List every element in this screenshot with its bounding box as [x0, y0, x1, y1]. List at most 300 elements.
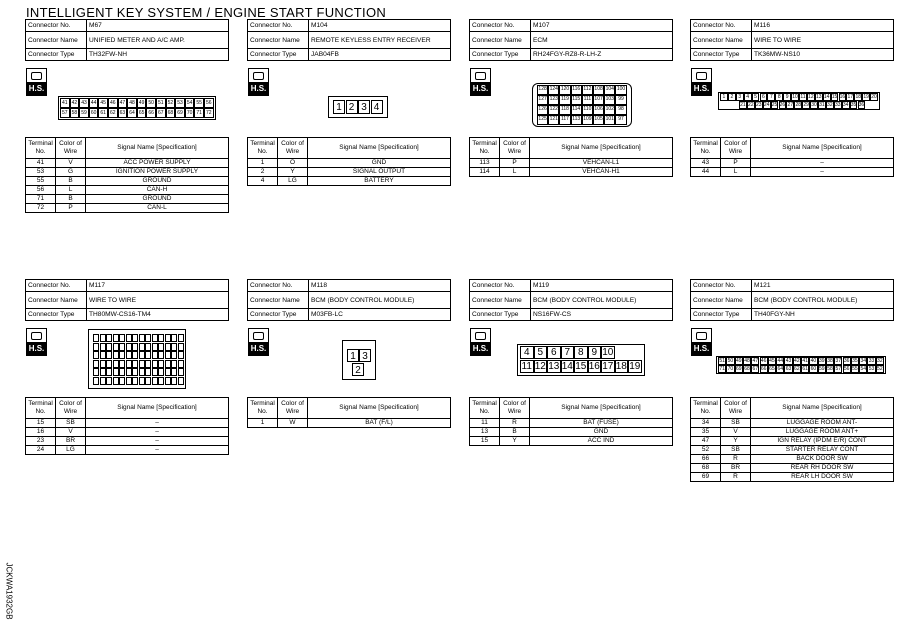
wire-color: Y — [278, 168, 308, 177]
pin-cell: 110 — [582, 105, 593, 115]
terminal-number: 53 — [26, 168, 56, 177]
wire-color: O — [278, 159, 308, 168]
wire-color: SB — [56, 419, 86, 428]
pin-cell: 56 — [204, 98, 214, 108]
pin-cell: 51 — [719, 358, 725, 364]
terminal-number: 66 — [691, 455, 721, 464]
pin-cell: 6 — [760, 93, 768, 101]
info-label: Connector Type — [26, 49, 87, 61]
pin-cell: 4 — [744, 93, 752, 101]
pin-cell: 27 — [787, 102, 794, 108]
pin-cell: 41 — [802, 358, 808, 364]
pin-cell: 40 — [810, 358, 817, 364]
info-label: Connector Name — [691, 32, 752, 49]
pin-cell: 15 — [831, 94, 838, 100]
info-label: Connector Name — [248, 32, 309, 49]
pin-cell: 32 — [877, 358, 883, 364]
pin-cell: 8 — [574, 346, 588, 359]
signal-name: IGN RELAY (IPDM E/R) CONT — [751, 437, 894, 446]
pin-cell: 22 — [748, 102, 754, 108]
pin-cell: 66 — [760, 366, 767, 372]
wire-color: B — [56, 195, 86, 204]
pin-cell: 34 — [860, 358, 867, 364]
pin-cell: 103 — [604, 95, 615, 105]
pin-cell: 3 — [736, 93, 744, 101]
terminal-signal-table — [247, 137, 451, 186]
connector-name: UNIFIED METER AND A/C AMP. — [87, 32, 229, 49]
pin-cell: 101 — [604, 115, 615, 125]
info-label: Connector Type — [26, 309, 87, 321]
pin-cell: 51 — [156, 98, 166, 108]
connector-type: JAB04FB — [309, 49, 451, 61]
table-row — [26, 428, 229, 437]
terminal-number: 35 — [691, 428, 721, 437]
terminal-number: 2 — [248, 168, 278, 177]
connector-type: TH40FGY-NH — [752, 309, 894, 321]
pin-cell: 36 — [843, 358, 850, 364]
pin-cell: 62 — [794, 366, 800, 372]
pin-cell: 64 — [777, 366, 784, 372]
pin-cell: 1 — [333, 100, 345, 114]
pin-cell: 69 — [175, 108, 185, 118]
signal-name: GND — [530, 428, 673, 437]
wire-color-header: Color of Wire — [278, 398, 308, 419]
connector-info-table — [247, 279, 451, 321]
terminal-signal-table — [25, 397, 229, 455]
pin-cell: 54 — [860, 366, 867, 372]
signal-name: GND — [308, 159, 451, 168]
pin-cell: 54 — [185, 98, 195, 108]
pin-cell: 6 — [547, 346, 561, 359]
pin-cell: 9 — [783, 93, 791, 101]
info-label: Connector Type — [248, 49, 309, 61]
pin-cell: 100 — [615, 85, 626, 95]
pin-cell: 114 — [571, 105, 582, 115]
pin-cell: 128 — [537, 85, 548, 95]
pin-cell: 112 — [582, 85, 593, 95]
terminal-signal-table — [690, 397, 894, 482]
table-row — [248, 419, 451, 428]
pin-cell: 18 — [615, 361, 627, 372]
connector-type: TH32FW-NH — [87, 49, 229, 61]
wire-color: L — [500, 168, 530, 177]
pin-cell: 11 — [800, 94, 806, 100]
connector-name: REMOTE KEYLESS ENTRY RECEIVER — [309, 32, 451, 49]
table-row — [26, 419, 229, 428]
info-label: Connector Type — [470, 309, 531, 321]
info-label: Connector Name — [26, 32, 87, 49]
wire-color-header: Color of Wire — [278, 138, 308, 159]
signal-name-header: Signal Name [Specification] — [86, 138, 229, 159]
pin-cell: 36 — [858, 102, 865, 108]
pin-cell: 71 — [194, 108, 204, 118]
info-label: Connector No. — [248, 280, 309, 292]
pin-cell: 16 — [588, 361, 600, 372]
pin-cell: 14 — [823, 94, 830, 100]
pin-cell: 47 — [118, 98, 128, 108]
pin-cell: 107 — [593, 95, 604, 105]
pin-cell: 10 — [602, 347, 614, 358]
pin-cell: 33 — [868, 358, 875, 364]
harness-side-icon: H.S. — [248, 68, 269, 96]
wire-color: R — [500, 419, 530, 428]
pin-cell: 33 — [834, 102, 841, 108]
signal-name: – — [751, 159, 894, 168]
terminal-number: 52 — [691, 446, 721, 455]
connector-name: BCM (BODY CONTROL MODULE) — [752, 292, 894, 309]
pin-cell: 20 — [871, 94, 877, 100]
terminal-number: 55 — [26, 177, 56, 186]
pin-cell: 104 — [604, 85, 615, 95]
signal-name: GROUND — [86, 177, 229, 186]
pin-cell: 99 — [615, 95, 626, 105]
pin-cell: 19 — [629, 361, 641, 372]
pin-cell: 3 — [359, 349, 371, 362]
pin-cell: 1 — [720, 93, 728, 101]
pin-cell: 3 — [358, 100, 370, 114]
terminal-number: 44 — [691, 168, 721, 177]
pin-cell: 70 — [727, 366, 734, 372]
info-label: Connector Name — [248, 292, 309, 309]
pin-cell: 58 — [70, 108, 80, 118]
info-label: Connector No. — [26, 20, 87, 32]
wire-color-header: Color of Wire — [721, 138, 751, 159]
connector-face-m67 — [58, 96, 216, 120]
pin-cell: 4 — [520, 346, 534, 359]
terminal-number: 16 — [26, 428, 56, 437]
connector-name: BCM (BODY CONTROL MODULE) — [531, 292, 673, 309]
pin-cell: 60 — [89, 108, 99, 118]
pin-cell: 59 — [79, 108, 89, 118]
signal-name: BAT (FUSE) — [530, 419, 673, 428]
table-row — [26, 168, 229, 177]
pin-cell: 55 — [194, 98, 204, 108]
connector-info-table — [469, 19, 673, 61]
info-label: Connector Type — [248, 309, 309, 321]
info-label: Connector No. — [248, 20, 309, 32]
wire-color: BR — [721, 464, 751, 473]
pin-cell: 106 — [593, 105, 604, 115]
table-row — [470, 168, 673, 177]
wire-color: SB — [721, 446, 751, 455]
wire-color: B — [56, 177, 86, 186]
table-row — [26, 177, 229, 186]
pin-cell: 69 — [735, 366, 742, 372]
pin-cell: 48 — [127, 98, 137, 108]
signal-name: – — [751, 168, 894, 177]
pin-cell: 44 — [777, 358, 784, 364]
pin-cell: 125 — [537, 115, 548, 125]
table-row — [691, 428, 894, 437]
pin-cell: 43 — [79, 98, 89, 108]
wire-color: V — [56, 159, 86, 168]
pin-cell: 115 — [571, 95, 582, 105]
page-title: INTELLIGENT KEY SYSTEM / ENGINE START FUNCTION — [26, 5, 387, 20]
pin-cell: 55 — [852, 366, 858, 372]
signal-name-header: Signal Name [Specification] — [530, 138, 673, 159]
terminal-no-header: Terminal No. — [248, 398, 278, 419]
pin-cell: 8 — [775, 93, 783, 101]
pin-cell: 7 — [561, 346, 575, 359]
pin-cell: 13 — [815, 94, 822, 100]
connector-type: M03FB-LC — [309, 309, 451, 321]
pin-cell: 41 — [60, 98, 70, 108]
table-row — [691, 455, 894, 464]
pin-cell: 72 — [204, 108, 214, 118]
wire-color: P — [721, 159, 751, 168]
signal-name-header: Signal Name [Specification] — [751, 398, 894, 419]
connector-info-table — [247, 19, 451, 61]
table-row — [691, 464, 894, 473]
table-row — [691, 473, 894, 482]
terminal-no-header: Terminal No. — [470, 138, 500, 159]
connector-number: M121 — [752, 280, 894, 292]
signal-name: – — [86, 428, 229, 437]
info-label: Connector Name — [470, 292, 531, 309]
connector-name: WIRE TO WIRE — [752, 32, 894, 49]
pin-cell: 57 — [60, 108, 70, 118]
pin-cell: 38 — [827, 358, 833, 364]
signal-name: SIGNAL OUTPUT — [308, 168, 451, 177]
pin-cell: 17 — [847, 94, 854, 100]
pin-cell: 5 — [534, 346, 548, 359]
pin-cell: 108 — [593, 85, 604, 95]
terminal-number: 4 — [248, 177, 278, 186]
connector-number: M116 — [752, 20, 894, 32]
pin-cell: 63 — [785, 366, 792, 372]
connector-type: NS16FW-CS — [531, 309, 673, 321]
terminal-no-header: Terminal No. — [691, 138, 721, 159]
terminal-number: 1 — [248, 159, 278, 168]
signal-name: REAR LH DOOR SW — [751, 473, 894, 482]
info-label: Connector Type — [470, 49, 531, 61]
pin-cell: 63 — [118, 108, 128, 118]
pin-cell: 122 — [548, 105, 559, 115]
pin-cell: 61 — [802, 366, 808, 372]
table-row — [691, 168, 894, 177]
wire-color: BR — [56, 437, 86, 446]
connector-face-m104 — [328, 96, 388, 118]
terminal-number: 71 — [26, 195, 56, 204]
pin-cell: 26 — [779, 102, 786, 108]
pin-cell: 65 — [769, 366, 775, 372]
pin-cell: 12 — [534, 361, 546, 372]
terminal-number: 113 — [470, 159, 500, 168]
signal-name: STARTER RELAY CONT — [751, 446, 894, 455]
signal-name-header: Signal Name [Specification] — [86, 398, 229, 419]
pin-cell: 45 — [769, 358, 775, 364]
harness-side-icon: H.S. — [691, 328, 712, 356]
pin-cell: 119 — [559, 95, 570, 105]
terminal-no-header: Terminal No. — [26, 398, 56, 419]
info-label: Connector Type — [691, 309, 752, 321]
table-row — [691, 159, 894, 168]
table-row — [470, 419, 673, 428]
pin-cell: 7 — [767, 93, 775, 101]
table-row — [26, 446, 229, 455]
pin-cell: 97 — [615, 115, 626, 125]
connector-info-table — [469, 279, 673, 321]
table-row — [248, 168, 451, 177]
connector-panel — [247, 19, 451, 184]
pin-cell: 13 — [548, 361, 560, 372]
pin-cell: 11 — [521, 361, 532, 372]
wire-color-header: Color of Wire — [500, 398, 530, 419]
wire-color: Y — [500, 437, 530, 446]
pin-cell: 126 — [537, 105, 548, 115]
wire-color: V — [721, 428, 751, 437]
pin-cell: 70 — [185, 108, 195, 118]
pin-cell: 45 — [98, 98, 108, 108]
pin-cell: 23 — [755, 102, 762, 108]
connector-type: TH80MW-CS16-TM4 — [87, 309, 229, 321]
signal-name: – — [86, 446, 229, 455]
pin-cell: 52 — [166, 98, 176, 108]
pin-cell: 57 — [835, 366, 842, 372]
harness-side-icon: H.S. — [691, 68, 712, 96]
pin-cell: 1 — [347, 349, 359, 362]
signal-name: VEHCAN-L1 — [530, 159, 673, 168]
pin-cell: 16 — [839, 94, 846, 100]
wire-color: B — [500, 428, 530, 437]
pin-cell: 19 — [863, 94, 869, 100]
terminal-number: 23 — [26, 437, 56, 446]
pin-cell: 62 — [108, 108, 118, 118]
table-row — [26, 437, 229, 446]
pin-cell: 47 — [752, 358, 759, 364]
signal-name: BATTERY — [308, 177, 451, 186]
pin-cell: 39 — [818, 358, 825, 364]
table-row — [470, 159, 673, 168]
pin-cell: 67 — [752, 366, 759, 372]
pin-cell: 61 — [98, 108, 108, 118]
connector-name: ECM — [531, 32, 673, 49]
connector-type: RH24FGY-RZ8-R-LH-Z — [531, 49, 673, 61]
terminal-signal-table — [247, 397, 451, 428]
pin-cell: 111 — [582, 95, 593, 105]
pin-cell: 56 — [843, 366, 850, 372]
signal-name-header: Signal Name [Specification] — [308, 398, 451, 419]
pin-cell: 4 — [371, 100, 383, 114]
figure-code: JCKWA1932GB — [4, 562, 14, 620]
harness-side-icon: H.S. — [248, 328, 269, 356]
connector-number: M117 — [87, 280, 229, 292]
pin-cell: 109 — [582, 115, 593, 125]
signal-name-header: Signal Name [Specification] — [530, 398, 673, 419]
wire-color: L — [721, 168, 751, 177]
pin-cell: 9 — [588, 346, 602, 359]
pin-cell: 18 — [855, 94, 862, 100]
terminal-number: 15 — [26, 419, 56, 428]
terminal-number: 47 — [691, 437, 721, 446]
info-label: Connector No. — [26, 280, 87, 292]
info-label: Connector Name — [691, 292, 752, 309]
wire-color: R — [721, 455, 751, 464]
table-row — [470, 437, 673, 446]
signal-name: BAT (F/L) — [308, 419, 451, 428]
connector-face-m107 — [532, 83, 632, 127]
pin-cell: 49 — [137, 98, 147, 108]
table-row — [26, 186, 229, 195]
terminal-signal-table — [469, 397, 673, 446]
info-label: Connector Type — [691, 49, 752, 61]
terminal-number: 41 — [26, 159, 56, 168]
pin-cell: 2 — [728, 93, 736, 101]
wire-color: G — [56, 168, 86, 177]
table-row — [691, 419, 894, 428]
connector-info-table — [690, 279, 894, 321]
signal-name: CAN-H — [86, 186, 229, 195]
wire-color: L — [56, 186, 86, 195]
pin-cell: 17 — [602, 361, 614, 372]
pin-cell: 98 — [615, 105, 626, 115]
signal-name: CAN-L — [86, 204, 229, 213]
pin-cell: 67 — [156, 108, 166, 118]
wire-color: R — [721, 473, 751, 482]
harness-side-icon: H.S. — [26, 68, 47, 96]
info-label: Connector No. — [470, 280, 531, 292]
pin-cell: 42 — [794, 358, 800, 364]
signal-name: ACC POWER SUPPLY — [86, 159, 229, 168]
pin-cell: 50 — [727, 358, 734, 364]
terminal-number: 34 — [691, 419, 721, 428]
table-row — [691, 446, 894, 455]
connector-info-table — [25, 279, 229, 321]
table-row — [470, 428, 673, 437]
connector-info-table — [25, 19, 229, 61]
pin-cell: 123 — [548, 95, 559, 105]
connector-name: WIRE TO WIRE — [87, 292, 229, 309]
signal-name-header: Signal Name [Specification] — [308, 138, 451, 159]
signal-name: LUGGAGE ROOM ANT+ — [751, 428, 894, 437]
pin-cell: 34 — [842, 102, 849, 108]
pin-cell: 32 — [827, 102, 833, 108]
pin-cell: 2 — [346, 100, 358, 114]
signal-name: – — [86, 437, 229, 446]
harness-side-icon: H.S. — [470, 328, 491, 356]
wire-color: SB — [721, 419, 751, 428]
connector-panel — [25, 279, 229, 453]
pin-cell: 35 — [850, 102, 857, 108]
pin-cell: 58 — [827, 366, 833, 372]
pin-cell: 59 — [818, 366, 825, 372]
wire-color-header: Color of Wire — [500, 138, 530, 159]
info-label: Connector Name — [26, 292, 87, 309]
wire-color-header: Color of Wire — [56, 398, 86, 419]
table-row — [691, 437, 894, 446]
harness-side-icon: H.S. — [26, 328, 47, 356]
pin-cell: 14 — [561, 361, 573, 372]
connector-panel — [247, 279, 451, 426]
info-label: Connector No. — [691, 280, 752, 292]
table-row — [248, 159, 451, 168]
connector-face-m118 — [342, 340, 376, 380]
wire-color: LG — [278, 177, 308, 186]
connector-number: M104 — [309, 20, 451, 32]
pin-cell: 60 — [810, 366, 817, 372]
wire-color: P — [56, 204, 86, 213]
terminal-signal-table — [469, 137, 673, 177]
connector-name: BCM (BODY CONTROL MODULE) — [309, 292, 451, 309]
terminal-number: 24 — [26, 446, 56, 455]
pin-cell: 31 — [819, 102, 825, 108]
pin-cell: 5 — [752, 93, 760, 101]
terminal-number: 13 — [470, 428, 500, 437]
wire-color: Y — [721, 437, 751, 446]
wire-color: V — [56, 428, 86, 437]
terminal-no-header: Terminal No. — [26, 138, 56, 159]
pin-cell: 29 — [803, 102, 809, 108]
